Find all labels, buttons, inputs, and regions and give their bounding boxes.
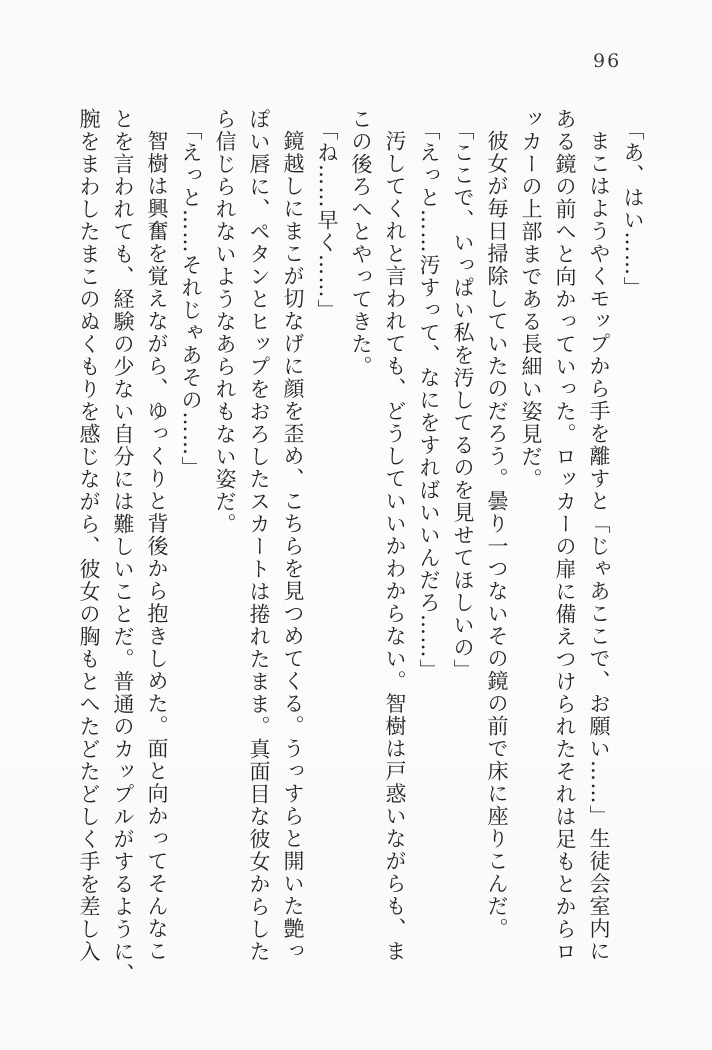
text-line: 「あ、はい……」 xyxy=(621,119,645,299)
text-line: 汚してくれと言われても、どうしていいかわからない。智樹は戸惑いながらも、ま xyxy=(383,130,407,963)
text-line: まこはようやくモップから手を離すと「じゃあここで、お願い……」生徒会室内に xyxy=(587,130,611,963)
text-line: 「ここで、いっぱい私を汚してるのを見せてほしいの」 xyxy=(451,119,475,682)
text-line: ッカーの上部まである長細い姿見だ。 xyxy=(519,108,543,491)
text-line: ら信じられないようなあられもない姿だ。 xyxy=(213,108,237,536)
text-line: 智樹は興奮を覚えながら、ゆっくりと背後から抱きしめた。面と向かってそんなこ xyxy=(145,130,169,963)
text-line: 鏡越しにまこが切なげに顔を歪め、こちらを見つめてくる。うっすらと開いた艶っ xyxy=(281,130,305,963)
text-line: 彼女が毎日掃除していたのだろう。曇り一つないその鏡の前で床に座りこんだ。 xyxy=(485,130,509,940)
text-line: 「ね……早く……」 xyxy=(315,119,339,322)
text-line: ある鏡の前へと向かっていった。ロッカーの扉に備えつけられたそれは足もとからロ xyxy=(553,108,577,963)
text-line: この後ろへとやってきた。 xyxy=(349,108,373,378)
vertical-text-block xyxy=(72,108,650,988)
text-line: 「えっと……それじゃあその……」 xyxy=(179,119,203,479)
page-number: 96 xyxy=(593,50,622,72)
text-line: 「えっと……汚すって、なにをすればいいんだろ……」 xyxy=(417,119,441,682)
text-line: 腕をまわしたまこのぬくもりを感じながら、彼女の胸もとへたどたどしく手を差し入 xyxy=(77,108,101,963)
text-line: とを言われても、経験の少ない自分には難しいことだ。普通のカップルがするように、 xyxy=(111,108,135,986)
text-line: ぽい唇に、ペタンとヒップをおろしたスカートは捲れたまま。真面目な彼女からした xyxy=(247,108,271,963)
